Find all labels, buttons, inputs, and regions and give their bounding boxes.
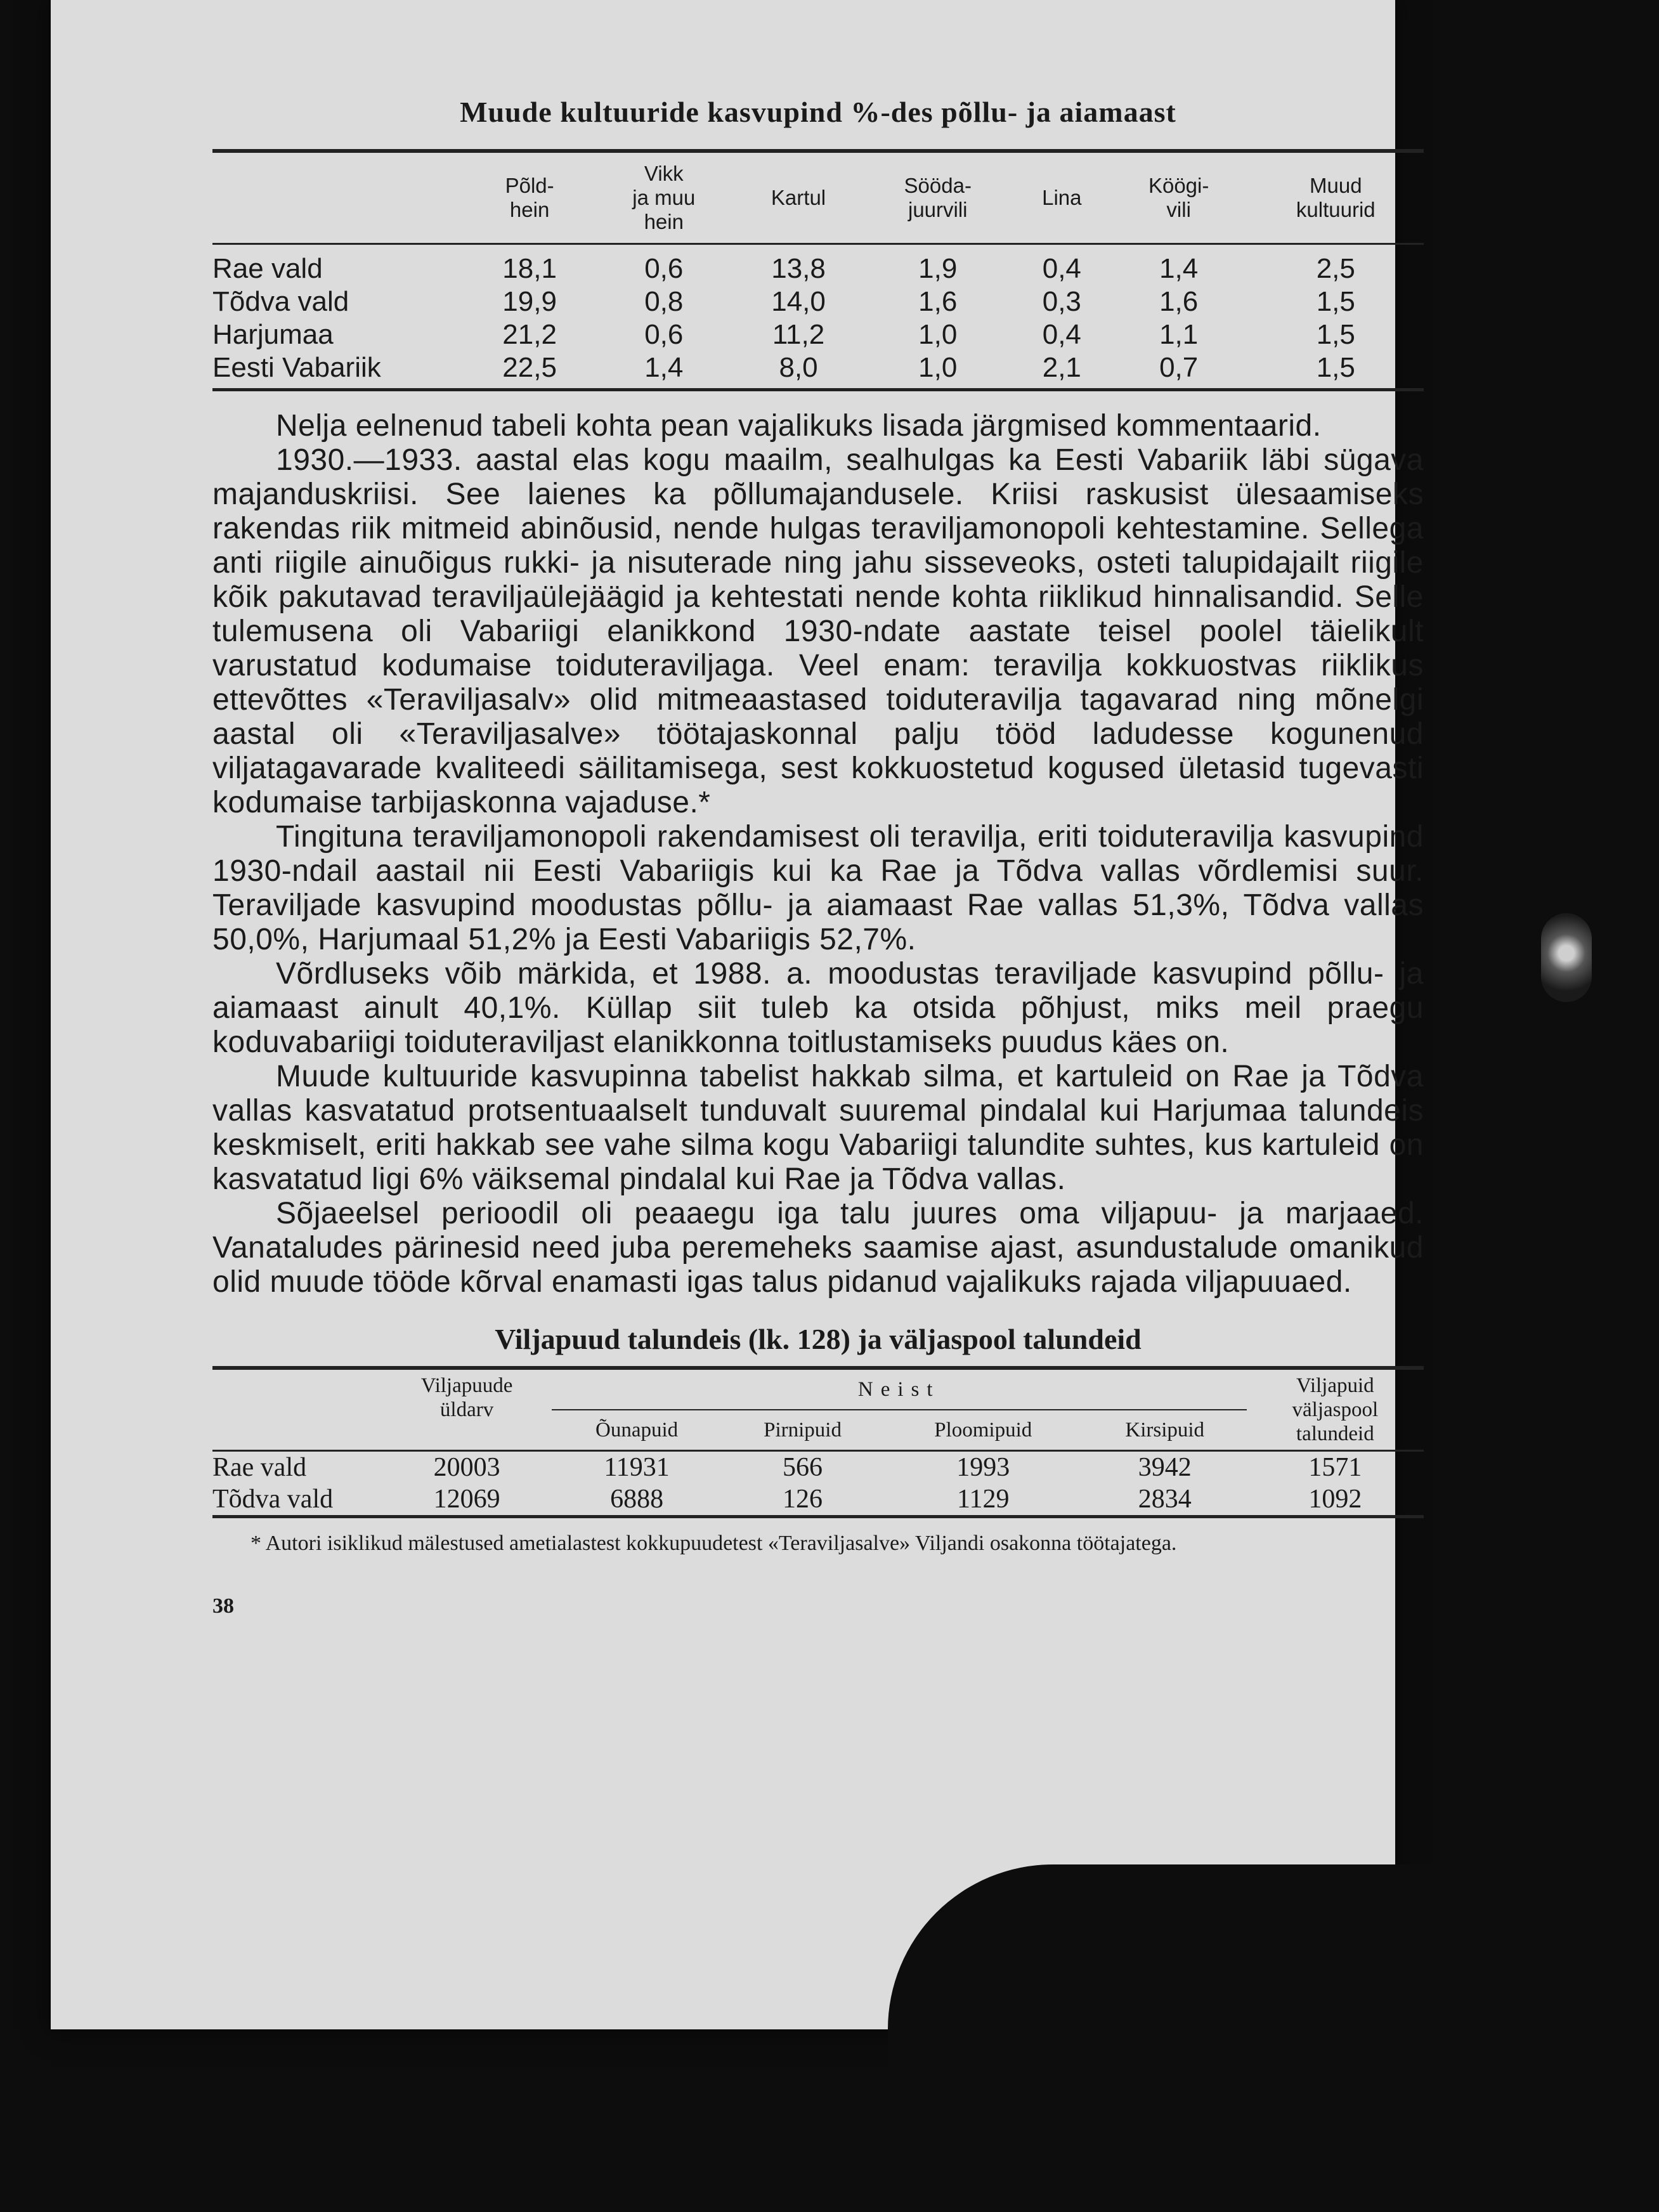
table-cell: 0,4 bbox=[1042, 319, 1081, 350]
table2-subcol-header: Ploomipuid bbox=[934, 1418, 1032, 1441]
table-cell: 1,5 bbox=[1316, 286, 1355, 317]
book-page bbox=[51, 0, 1424, 2029]
table-cell: 1,6 bbox=[918, 286, 958, 317]
table-cell: 566 bbox=[783, 1453, 823, 1482]
table-cell: 11,2 bbox=[772, 319, 825, 350]
paragraph: Nelja eelnenud tabeli kohta pean vajalikuks lisada järgmised kommentaarid. bbox=[276, 409, 1322, 443]
table-row bbox=[212, 318, 1424, 351]
table-cell: 8,0 bbox=[779, 352, 818, 383]
table-cell: 1129 bbox=[957, 1485, 1010, 1514]
row-label: Tõdva vald bbox=[212, 286, 349, 317]
paragraph: Tingituna teraviljamonopoli rakendamisest oli teravilja, eriti toiduteravilja kasvupind 1930-ndail aastail nii Eesti Vabariigis kui ka Rae ja Tõdva vallas võrdlemisi suur. Teraviljade kasvupind moodustas põllu- ja aiamaast Rae vallas 51,3%, Tõdva vallas 50,0%, Harjumaal 51,2% ja Eesti Vabariigis 52,7%. bbox=[212, 820, 1424, 956]
table-cell: 2,5 bbox=[1316, 253, 1355, 284]
fruit-trees-table bbox=[212, 1370, 1424, 1518]
table-row bbox=[212, 244, 1424, 286]
row-label: Eesti Vabariik bbox=[212, 352, 381, 383]
table-cell: 18,1 bbox=[502, 253, 557, 284]
table1-col-header: Köögi- vili bbox=[1148, 174, 1209, 221]
table-row bbox=[212, 351, 1424, 390]
row-label: Rae vald bbox=[212, 253, 323, 284]
table-cell: 1993 bbox=[956, 1453, 1010, 1482]
table-cell: 1,5 bbox=[1316, 352, 1355, 383]
table2-header-row1 bbox=[212, 1370, 1424, 1410]
table-cell: 1092 bbox=[1308, 1485, 1362, 1514]
table-row bbox=[212, 1451, 1424, 1484]
table2-header-empty bbox=[212, 1370, 382, 1451]
table2-title: Viljapuud talundeis (lk. 128) ja väljaspool talundeid bbox=[495, 1323, 1142, 1355]
table-cell: 1,6 bbox=[1159, 286, 1199, 317]
table-cell: 1,9 bbox=[918, 253, 958, 284]
table-cell: 1571 bbox=[1308, 1453, 1362, 1482]
table1-col-header: Lina bbox=[1042, 186, 1082, 209]
table-cell: 20003 bbox=[433, 1453, 500, 1482]
table-cell: 0,8 bbox=[644, 286, 684, 317]
paragraph: Muude kultuuride kasvupinna tabelist hakkab silma, et kartuleid on Rae ja Tõdva vallas kasvatatud protsentuaalselt tunduvalt suuremal pindalal kui Harjumaa talundeis keskmiselt, eriti hakkab see vahe silma kogu Vabariigi talundite suhtes, kus kartuleid on kasvatatud ligi 6% väiksemal pindalal kui Rae ja Tõdva vallas. bbox=[212, 1060, 1424, 1196]
page-number: 38 bbox=[212, 1594, 234, 1618]
table2-subcol-header: Õunapuid bbox=[595, 1418, 679, 1441]
table2-col-total: Viljapuude üldarv bbox=[420, 1374, 513, 1421]
paragraph: Võrdluseks võib märkida, et 1988. a. moodustas teraviljade kasvupind põllu- ja aiamaast ainult 40,1%. Küllap siit tuleb ka otsida põhjust, miks meil praegu koduvabariigi toiduteraviljast elanikkonna toitlustamiseks puudus käes on. bbox=[212, 957, 1424, 1059]
row-label: Tõdva vald bbox=[212, 1485, 334, 1514]
table-cell: 19,9 bbox=[502, 286, 557, 317]
table2-subcol-header: Kirsipuid bbox=[1125, 1418, 1205, 1441]
table1-col-header: Vikk ja muu hein bbox=[632, 162, 696, 233]
table2-group-header: Neist bbox=[552, 1370, 1247, 1410]
table-cell: 0,7 bbox=[1159, 352, 1199, 383]
table-cell: 21,2 bbox=[502, 319, 557, 350]
row-label: Rae vald bbox=[212, 1453, 307, 1482]
table-cell: 6888 bbox=[610, 1485, 664, 1514]
table-cell: 11931 bbox=[604, 1453, 670, 1482]
table1-title: Muude kultuuride kasvupind %-des põllu- ja aiamaast bbox=[460, 96, 1176, 128]
paragraph: Sõjaeelsel perioodil oli peaaegu iga talu juures oma viljapuu- ja marjaaed. Vanataludes pärinesid need juba peremeheks saamise ajast, asundustalude omanikud olid muude tööde kõrval enamasti igas talus pidanud vajalikuks rajada viljapuuaed. bbox=[212, 1197, 1424, 1299]
table-cell: 1,5 bbox=[1316, 319, 1355, 350]
table-cell: 12069 bbox=[433, 1485, 500, 1514]
table-cell: 0,3 bbox=[1042, 286, 1081, 317]
table2-subcol-header: Pirnipuid bbox=[764, 1418, 842, 1441]
table-cell: 22,5 bbox=[502, 352, 557, 383]
door-knob-icon bbox=[1541, 913, 1592, 1002]
table2-col-outside: Viljapuid väljaspool talundeid bbox=[1292, 1374, 1379, 1445]
table1-col-header: Sööda- juurvili bbox=[904, 174, 972, 221]
table-cell: 0,6 bbox=[644, 319, 684, 350]
row-label: Harjumaa bbox=[212, 319, 334, 350]
table1-col-header: Põld- hein bbox=[505, 174, 554, 221]
table1-col-header: Muud kultuurid bbox=[1296, 174, 1376, 221]
footnote: * Autori isiklikud mälestused ametialastest kokkupuudetest «Teraviljasalve» Viljandi osakonna töötajatega. bbox=[250, 1532, 1177, 1555]
table-cell: 14,0 bbox=[771, 286, 826, 317]
table-cell: 1,4 bbox=[644, 352, 684, 383]
table-cell: 2834 bbox=[1138, 1485, 1192, 1514]
table1-header-empty bbox=[212, 153, 467, 244]
table-cell: 0,4 bbox=[1042, 253, 1081, 284]
table1-header-row bbox=[212, 153, 1424, 244]
table-cell: 1,4 bbox=[1159, 253, 1199, 284]
body-text bbox=[212, 409, 1424, 1299]
table-row bbox=[212, 1483, 1424, 1517]
crops-area-table bbox=[212, 153, 1424, 391]
table-cell: 1,0 bbox=[918, 319, 958, 350]
table-cell: 3942 bbox=[1138, 1453, 1192, 1482]
table-cell: 2,1 bbox=[1042, 352, 1081, 383]
table-cell: 0,6 bbox=[644, 253, 684, 284]
table-row bbox=[212, 285, 1424, 318]
table1-col-header: Kartul bbox=[771, 186, 826, 209]
paragraph: 1930.—1933. aastal elas kogu maailm, sealhulgas ka Eesti Vabariik läbi sügava majanduskriisi. See laienes ka põllumajandusele. Kriisi raskusist ülesaamiseks rakendas riik mitmeid abinõusid, nende hulgas teraviljamonopoli kehtestamine. Sellega anti riigile ainuõigus rukki- ja nisuterade ning jahu sisseveoks, osteti talupidajailt riigile kõik pakutavad teraviljaülejäägid ja kehtestati nende kohta riiklikud hinnalisandid. Selle tulemusena oli Vabariigi elanikkond 1930-ndate aastate teisel poolel täielikult varustatud kodumaise toiduteraviljaga. Veel enam: teravilja kokkuostvas riiklikus ettevõttes «Teraviljasalv» olid mitmeaastased toiduteravilja tagavarad ning mõnelgi aastal oli «Teraviljasalve» töötajaskonnal palju tööd ladudesse kogunenud viljatagavarade kvaliteedi säilitamisega, sest kokkuostetud kogused ületasid tugevasti kodumaise tarbijaskonna vajaduse.* bbox=[212, 443, 1424, 819]
page-content bbox=[212, 95, 1424, 1618]
table-cell: 1,0 bbox=[918, 352, 958, 383]
page-corner-shadow bbox=[888, 1864, 1459, 2182]
table-cell: 1,1 bbox=[1159, 319, 1199, 350]
table-cell: 126 bbox=[783, 1485, 823, 1514]
table-cell: 13,8 bbox=[771, 253, 826, 284]
